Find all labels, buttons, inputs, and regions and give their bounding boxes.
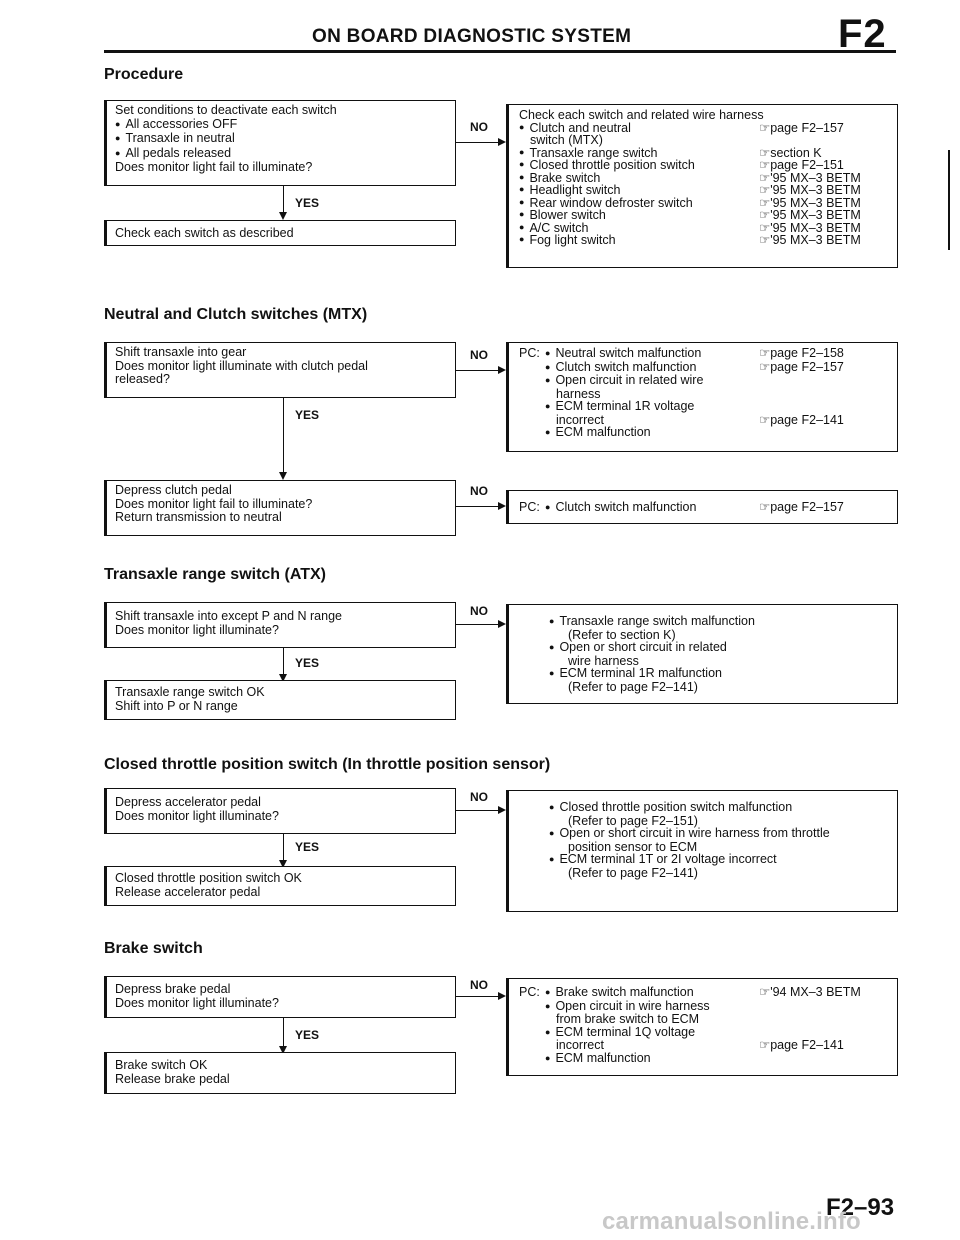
box-line: Depress clutch pedal bbox=[115, 483, 232, 497]
connector-line bbox=[456, 370, 500, 371]
box-line: Does monitor light fail to illuminate? bbox=[115, 160, 313, 174]
brake-no-box bbox=[506, 978, 898, 1076]
bullet-line: ● Open or short circuit in wire harness from throttle bbox=[519, 827, 887, 841]
connector-line bbox=[456, 624, 500, 625]
box-line: position sensor to ECM bbox=[568, 839, 698, 854]
header-rule bbox=[104, 50, 844, 53]
box-line: (Refer to page F2–151) bbox=[568, 813, 698, 828]
section-heading-throttle: Closed throttle position switch (In throttle position sensor) bbox=[104, 756, 551, 773]
cause-item: ● Open circuit in related wire bbox=[519, 374, 887, 388]
page-ref: ☞page F2–157 bbox=[759, 120, 844, 135]
cause-item: ● Open circuit in wire harness bbox=[519, 1000, 887, 1014]
cause-item: PC: ● Neutral switch malfunction ☞page F2–158 bbox=[519, 347, 887, 361]
throttle-no-box bbox=[506, 790, 898, 912]
box-line: Brake switch OK bbox=[115, 1058, 208, 1072]
cause-item: PC: ● Brake switch malfunction ☞'94 MX–3 BETM bbox=[519, 986, 887, 1000]
page-ref: ☞'95 MX–3 BETM bbox=[759, 170, 861, 185]
box-line: (Refer to page F2–141) bbox=[568, 679, 698, 694]
procedure-no-box bbox=[506, 104, 898, 268]
arrow-right-icon bbox=[498, 138, 506, 146]
page-ref: ☞page F2–157 bbox=[759, 500, 844, 514]
page-ref: ☞section K bbox=[759, 145, 822, 160]
page-ref: ☞'95 MX–3 BETM bbox=[759, 233, 861, 247]
neutral-clutch-step1-box bbox=[104, 342, 456, 398]
watermark: carmanualsonline.info bbox=[602, 1208, 861, 1235]
bullet-line: ● ECM terminal 1R malfunction bbox=[519, 667, 887, 681]
check-item: ● Headlight switch ☞'95 MX–3 BETM bbox=[519, 184, 887, 197]
box-line: (Refer to page F2–141) bbox=[568, 865, 698, 880]
box-line: Does monitor light illuminate? bbox=[115, 808, 279, 823]
box-line: Depress accelerator pedal bbox=[115, 795, 261, 809]
page-number: F2–93 bbox=[826, 1194, 895, 1221]
box-line: Shift into P or N range bbox=[115, 698, 238, 713]
page-ref: ☞page F2–141 bbox=[759, 412, 844, 427]
arrow-right-icon bbox=[498, 366, 506, 374]
check-item: ● Clutch and neutral ☞page F2–157 bbox=[519, 122, 887, 135]
check-item: switch (MTX) bbox=[530, 133, 603, 147]
page-ref: ☞page F2–158 bbox=[759, 346, 844, 360]
arrow-right-icon bbox=[498, 502, 506, 510]
bullet-line: ● ECM terminal 1T or 2I voltage incorrect bbox=[519, 853, 887, 867]
cause-item: ● ECM terminal 1R voltage bbox=[519, 400, 887, 414]
transaxle-no-box bbox=[506, 604, 898, 704]
box-line: Return transmission to neutral bbox=[115, 510, 282, 524]
page-ref: ☞'95 MX–3 BETM bbox=[759, 183, 861, 197]
box-line: Closed throttle position switch OK bbox=[115, 871, 302, 885]
section-heading-transaxle: Transaxle range switch (ATX) bbox=[104, 566, 326, 583]
brake-step-box bbox=[104, 976, 456, 1018]
cause-item: ● ECM malfunction bbox=[519, 426, 887, 440]
check-item: ● Fog light switch ☞'95 MX–3 BETM bbox=[519, 234, 887, 247]
section-heading-brake: Brake switch bbox=[104, 940, 203, 957]
check-item: ● A/C switch ☞'95 MX–3 BETM bbox=[519, 222, 887, 235]
yes-label: YES bbox=[295, 408, 320, 422]
box-line: Release accelerator pedal bbox=[115, 884, 261, 899]
header-rule-right bbox=[844, 50, 896, 53]
cause-item: PC: ● Clutch switch malfunction ☞page F2–157 bbox=[519, 495, 887, 520]
box-line: Depress brake pedal bbox=[115, 982, 231, 996]
box-line: released? bbox=[115, 372, 170, 386]
procedure-check-box bbox=[104, 100, 456, 186]
connector-line bbox=[456, 506, 500, 507]
no-label: NO bbox=[470, 790, 488, 804]
cause-item: ● ECM malfunction bbox=[519, 1052, 887, 1066]
throttle-step-box bbox=[104, 788, 456, 834]
check-item: ● Rear window defroster switch ☞'95 MX–3 BETM bbox=[519, 197, 887, 210]
transaxle-step-box bbox=[104, 602, 456, 648]
check-item: ● Blower switch ☞'95 MX–3 BETM bbox=[519, 209, 887, 222]
box-line: Does monitor light illuminate? bbox=[115, 622, 279, 637]
brake-yes-box bbox=[104, 1052, 456, 1094]
yes-label: YES bbox=[295, 656, 320, 670]
bullet-line: ● Transaxle range switch malfunction bbox=[519, 615, 887, 629]
check-item: ● Brake switch ☞'95 MX–3 BETM bbox=[519, 172, 887, 185]
arrow-down-icon bbox=[279, 212, 287, 220]
cause-item: incorrect ☞page F2–141 bbox=[519, 414, 887, 427]
no-label: NO bbox=[470, 978, 488, 992]
yes-label: YES bbox=[295, 840, 320, 854]
arrow-right-icon bbox=[498, 992, 506, 1000]
page-ref: ☞page F2–157 bbox=[759, 359, 844, 374]
check-item: ● Transaxle range switch ☞section K bbox=[519, 147, 887, 160]
connector-line bbox=[283, 648, 284, 676]
bullet-line: ● Closed throttle position switch malfunction bbox=[519, 801, 887, 815]
connector-line bbox=[283, 1018, 284, 1048]
cause-item: ● Clutch switch malfunction ☞page F2–157 bbox=[519, 361, 887, 375]
cause-item: incorrect ☞page F2–141 bbox=[519, 1039, 887, 1052]
procedure-yes-box bbox=[104, 220, 456, 246]
page-ref: ☞'95 MX–3 BETM bbox=[759, 195, 861, 210]
check-item: ● Closed throttle position switch ☞page F2–151 bbox=[519, 159, 887, 172]
box-line: Set conditions to deactivate each switch bbox=[115, 103, 337, 117]
pc-label: PC: bbox=[519, 985, 540, 999]
box-line: Check each switch and related wire harness bbox=[519, 108, 764, 122]
no-label: NO bbox=[470, 120, 488, 134]
bullet-line: ● Open or short circuit in related bbox=[519, 641, 887, 655]
box-line: Does monitor light fail to illuminate? bbox=[115, 496, 313, 511]
box-line: Shift transaxle into gear bbox=[115, 345, 247, 359]
pc-label: PC: bbox=[519, 346, 540, 360]
box-line: Check each switch as described bbox=[115, 226, 294, 240]
bullet-line: ● Transaxle in neutral bbox=[115, 132, 447, 147]
box-line: (Refer to section K) bbox=[568, 627, 676, 642]
cause-item: from brake switch to ECM bbox=[556, 1012, 700, 1026]
bullet-line: ● All pedals released bbox=[115, 147, 447, 162]
connector-line bbox=[283, 186, 284, 214]
transaxle-yes-box bbox=[104, 680, 456, 720]
page-header-title: ON BOARD DIAGNOSTIC SYSTEM bbox=[312, 26, 632, 47]
connector-line bbox=[456, 996, 500, 997]
pc-label: PC: bbox=[519, 500, 540, 514]
section-code: F2 bbox=[838, 12, 887, 56]
box-line: wire harness bbox=[568, 653, 639, 668]
box-line: Does monitor light illuminate with clutch pedal bbox=[115, 358, 368, 373]
yes-label: YES bbox=[295, 196, 320, 210]
cause-item: harness bbox=[556, 386, 601, 401]
neutral-clutch-step2-box bbox=[104, 480, 456, 536]
clutch-switch-no-box bbox=[506, 490, 898, 524]
connector-line bbox=[283, 398, 284, 474]
arrow-down-icon bbox=[279, 472, 287, 480]
connector-line bbox=[283, 834, 284, 862]
arrow-right-icon bbox=[498, 620, 506, 628]
box-line: Does monitor light illuminate? bbox=[115, 995, 279, 1010]
no-label: NO bbox=[470, 484, 488, 498]
connector-line bbox=[456, 810, 500, 811]
no-label: NO bbox=[470, 348, 488, 362]
connector-line bbox=[456, 142, 500, 143]
no-label: NO bbox=[470, 604, 488, 618]
bullet-line: ● All accessories OFF bbox=[115, 118, 447, 133]
page-ref: ☞page F2–151 bbox=[759, 158, 844, 172]
section-heading-neutral-clutch: Neutral and Clutch switches (MTX) bbox=[104, 306, 368, 323]
page-ref: ☞'95 MX–3 BETM bbox=[759, 220, 861, 235]
page-edge-mark bbox=[948, 150, 950, 250]
page-ref: ☞page F2–141 bbox=[759, 1038, 844, 1052]
section-heading-procedure: Procedure bbox=[104, 66, 184, 83]
yes-label: YES bbox=[295, 1028, 320, 1042]
arrow-right-icon bbox=[498, 806, 506, 814]
box-line: Release brake pedal bbox=[115, 1071, 230, 1086]
box-line: Shift transaxle into except P and N range bbox=[115, 609, 342, 623]
box-line: Transaxle range switch OK bbox=[115, 685, 265, 699]
neutral-clutch-no-box bbox=[506, 342, 898, 452]
page-ref: ☞'95 MX–3 BETM bbox=[759, 208, 861, 222]
throttle-yes-box bbox=[104, 866, 456, 906]
cause-item: ● ECM terminal 1Q voltage bbox=[519, 1026, 887, 1040]
page-ref: ☞'94 MX–3 BETM bbox=[759, 985, 861, 999]
